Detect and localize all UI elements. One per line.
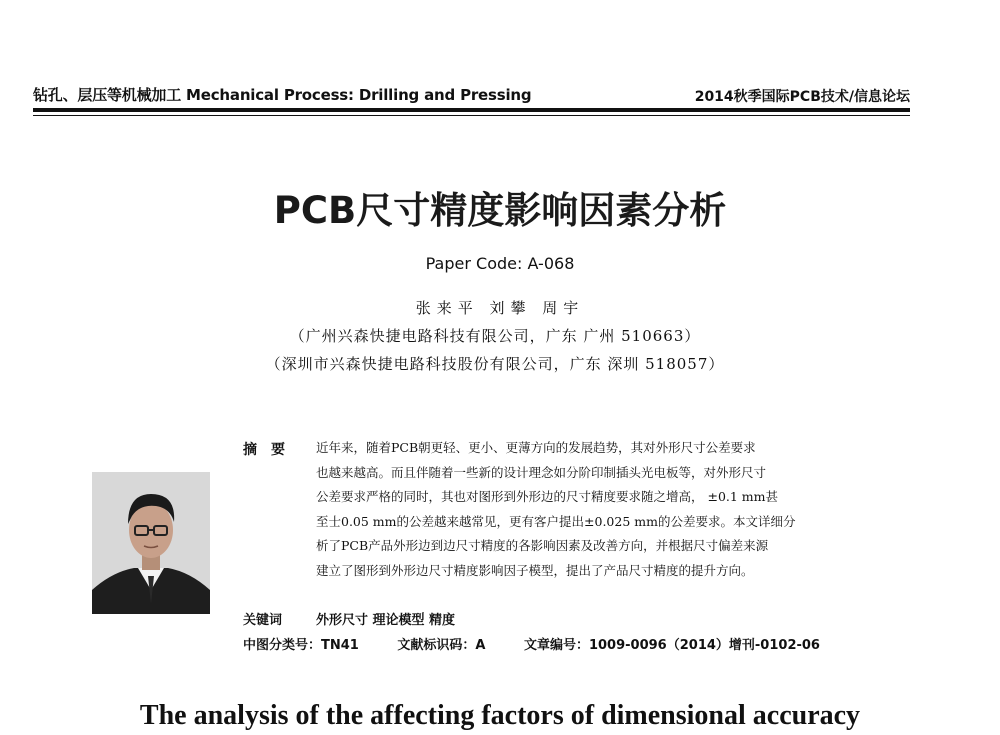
author-photo (92, 472, 210, 614)
paper-authors: 张来平 刘攀 周宇 (415, 299, 585, 317)
header-rule-thick (33, 108, 910, 112)
english-title: The analysis of the affecting factors of dimensional accuracy (139, 700, 861, 731)
abstract-line: 建立了图形到外形边尺寸精度影响因子模型，提出了产品尺寸精度的提升方向。 (316, 562, 754, 578)
abstract-line: 析了PCB产品外形边到边尺寸精度的各影响因素及改善方向，并根据尺寸偏差来源 (316, 538, 769, 554)
abstract-line: 公差要求严格的同时，其也对图形到外形边的尺寸精度要求随之增高， ±0.1 mm甚 (316, 489, 779, 505)
affiliation-1: （广州兴森快捷电路科技有限公司，广东 广州 510663） (289, 327, 701, 345)
article-number: 文章编号：1009-0096（2014）增刊-0102-06 (523, 638, 820, 653)
abstract-line: 至士0.05 mm的公差越来越常见，更有客户提出±0.025 mm的公差要求。本文详细分 (316, 513, 796, 529)
abstract-body (316, 436, 908, 584)
classification-number: 中图分类号：TN41 (243, 638, 359, 653)
abstract-line: 近年来，随着PCB朝更轻、更小、更薄方向的发展趋势，其对外形尺寸公差要求 (316, 440, 756, 455)
keywords-value: 外形尺寸 理论模型 精度 (316, 613, 456, 628)
header-rule-thin (33, 115, 910, 116)
paper-title: PCB尺寸精度影响因素分析 (273, 189, 727, 232)
running-header-conference: 2014秋季国际PCB技术/信息论坛 (694, 89, 910, 105)
affiliation-2: （深圳市兴森快捷电路科技股份有限公司，广东 深圳 518057） (265, 355, 725, 373)
paper-code: Paper Code: A-068 (425, 254, 575, 273)
classification-line (243, 634, 854, 653)
keywords-label: 关键词 (243, 613, 283, 628)
abstract-label: 摘要 (243, 442, 299, 458)
document-code: 文献标识码：A (397, 638, 486, 653)
abstract-line: 也越来越高。而且伴随着一些新的设计理念如分阶印制插头光电板等，对外形尺寸 (316, 464, 767, 480)
running-header-section: 钻孔、层压等机械加工 Mechanical Process: Drilling and Pressing (33, 86, 532, 104)
